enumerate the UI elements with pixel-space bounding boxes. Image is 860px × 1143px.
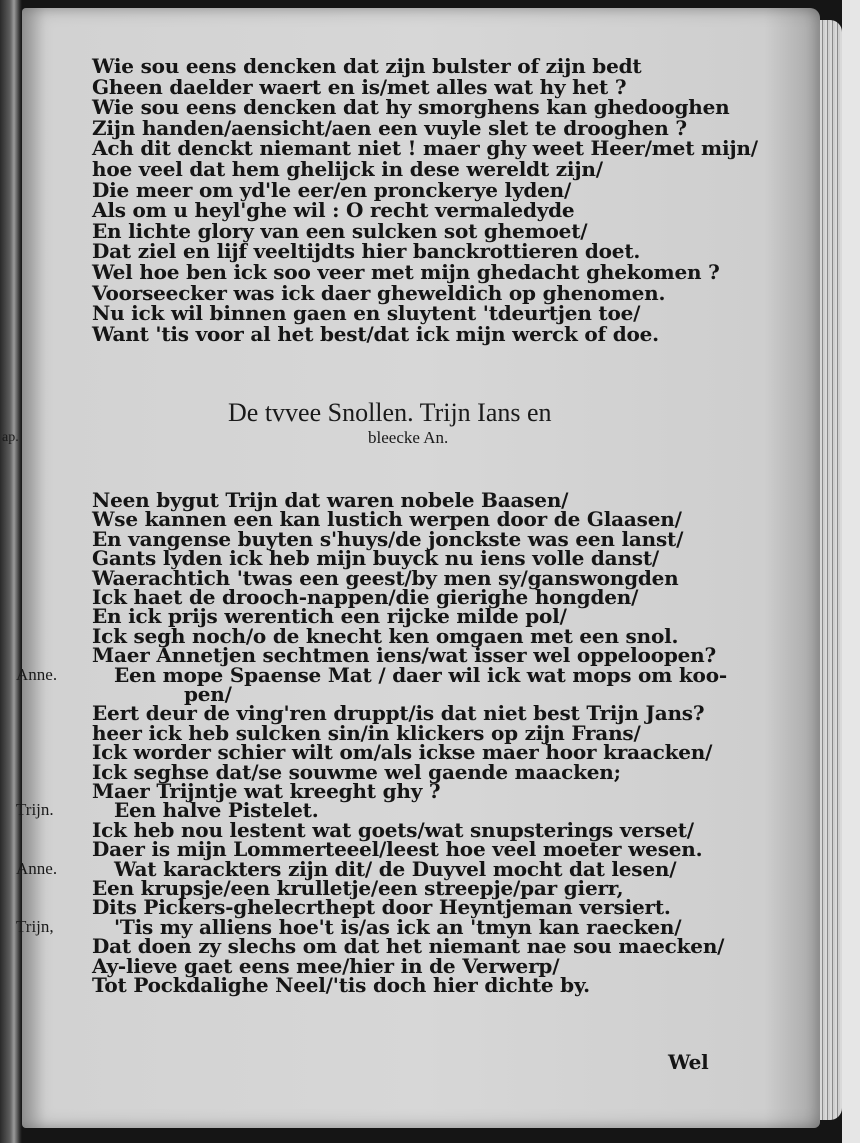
verse-line: Maer Annetjen sechtmen iens/wat isser wel oppeloopen? <box>92 643 717 668</box>
verse-line: Ick segh noch/o de knecht ken omgaen met een snol. <box>92 623 679 648</box>
verse-line: Wie sou eens dencken dat zijn bulster of zijn bedt <box>92 54 642 78</box>
dialogue-line: Dat doen zy slechs om dat het niemant nae sou maecken/ <box>92 934 725 959</box>
dialogue-line: Ick heb nou lestent wat goets/wat snupsterings verset/ <box>92 817 694 842</box>
dialogue-line: Dits Pickers-ghelecrthept door Heyntjeman versiert. <box>92 895 671 920</box>
dialogue-line: Een krupsje/een krulletje/een streepje/par gierr, <box>92 876 624 900</box>
verse-line: Zijn handen/aensicht/aen een vuyle slet te drooghen ? <box>92 115 687 140</box>
dialogue-line: Ick worder schier wilt om/als ickse maer hoor kraacken/ <box>92 740 713 765</box>
verse-line: Voorseecker was ick daer gheweldich op ghenomen. <box>92 280 666 305</box>
dialogue-line: Maer Trijntje wat kreeght ghy ? <box>92 779 441 803</box>
verse-line: Want 'tis voor al het best/dat ick mijn werck of doe. <box>92 321 659 346</box>
verse-line: Neen bygut Trijn dat waren nobele Baasen/ <box>92 488 569 512</box>
right-border <box>842 0 860 1143</box>
dialogue-line: pen/ <box>184 682 232 706</box>
dialogue-line: 'Tis my alliens hoe't is/as ick an 'tmyn kan raecken/ <box>114 914 682 939</box>
dialogue-line: Een mope Spaense Mat / daer wil ick wat mops om koo- <box>114 662 727 687</box>
verse-line: En ick prijs werentich een rijcke milde pol/ <box>92 604 567 629</box>
dialogue-line: Ay-lieve gaet eens mee/hier in de Verwerp/ <box>92 953 560 978</box>
speaker-label: Anne. <box>16 858 58 878</box>
dialogue-line: Eert deur de ving'ren druppt/is dat niet best Trijn Jans? <box>92 701 705 726</box>
dialogue-line: Ick seghse dat/se souwme wel gaende maacken; <box>92 759 621 784</box>
left-margin-fragment: ap. <box>2 430 19 445</box>
dialogue-line: Daer is mijn Lommerteeel/leest hoe veel moeter wesen. <box>92 837 703 862</box>
verse-line: Dat ziel en lijf veeltijdts hier banckrottieren doet. <box>92 239 641 264</box>
section-title-line2: bleecke An. <box>368 428 449 447</box>
verse-line: Gants lyden ick heb mijn buyck nu iens volle danst/ <box>92 546 659 571</box>
page-stack-edge <box>820 20 842 1120</box>
verse-line: Waerachtich 'twas een geest/by men sy/ganswongden <box>92 565 679 590</box>
verse-line: Ach dit denckt niemant niet ! maer ghy weet Heer/met mijn/ <box>92 136 758 161</box>
dialogue-line: Een halve Pistelet. <box>114 798 319 823</box>
verse-line: Als om u heyl'ghe wil : O recht vermaledyde <box>92 198 575 223</box>
verse-line: En vangense buyten s'huys/de jonckste was een lanst/ <box>92 526 684 551</box>
verse-line: Wse kannen een kan lustich werpen door de Glaasen/ <box>92 507 682 532</box>
speaker-label: Trijn. <box>16 800 54 820</box>
verse-line: Wel hoe ben ick soo veer met mijn ghedacht ghekomen ? <box>92 260 720 284</box>
dialogue-line: Tot Pockdalighe Neel/'tis doch hier dichte by. <box>92 973 590 997</box>
verse-line: Ick haet de drooch-nappen/die gierighe hongden/ <box>92 585 639 609</box>
verse-line: Gheen daelder waert en is/met alles wat hy het ? <box>92 74 627 99</box>
section-title-line1: De tvvee Snollen. Trijn Ians en <box>228 398 552 427</box>
speaker-label: Anne. <box>16 664 58 684</box>
dialogue-line: Wat karackters zijn dit/ de Duyvel mocht dat lesen/ <box>114 856 677 881</box>
verse-line: En lichte glory van een sulcken sot ghemoet/ <box>92 218 588 243</box>
speaker-label: Trijn, <box>16 916 54 936</box>
verse-line: Nu ick wil binnen gaen en sluytent 'tdeurtjen toe/ <box>92 301 641 326</box>
verse-line: Die meer om yd'le eer/en pronckerye lyden/ <box>92 177 572 202</box>
dialogue-line: heer ick heb sulcken sin/in klickers op zijn Frans/ <box>92 720 641 745</box>
verse-line: hoe veel dat hem ghelijck in dese wereldt zijn/ <box>92 157 603 181</box>
catchword: Wel <box>668 1050 709 1074</box>
verse-line: Wie sou eens dencken dat hy smorghens kan ghedooghen <box>92 95 730 120</box>
